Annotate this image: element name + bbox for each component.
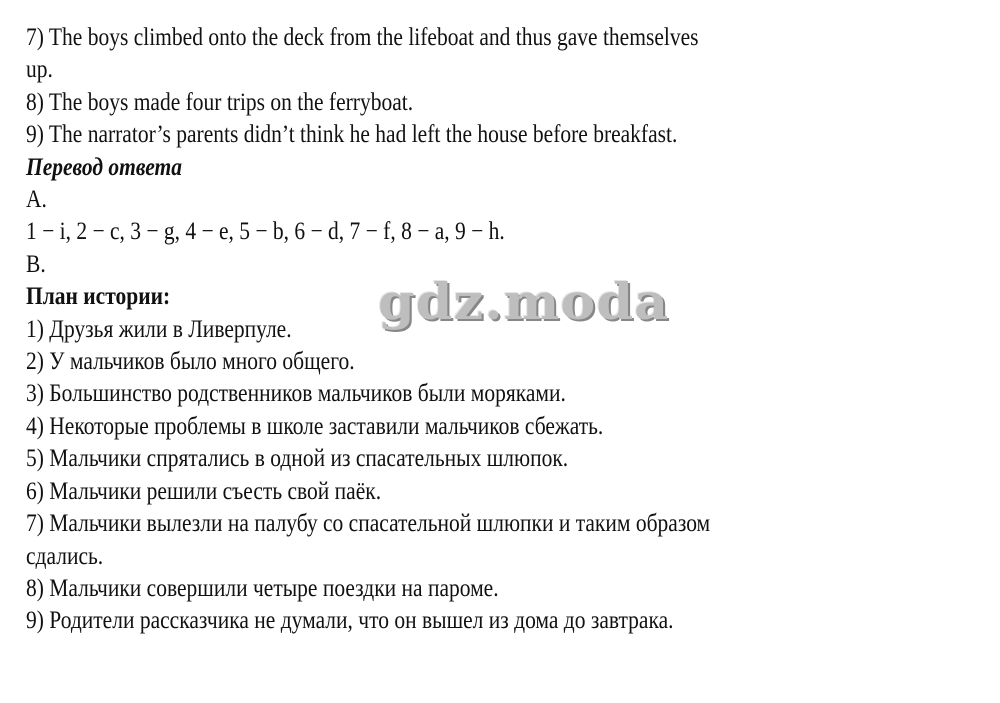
plan-item-5: 5) Мальчики спрятались в одной из спасательных шлюпок. <box>26 445 569 473</box>
section-a-label: A. <box>26 186 47 214</box>
english-statement-7-continued: up. <box>26 56 53 84</box>
plan-item-7: 7) Мальчики вылезли на палубу со спасательной шлюпки и таким образом <box>26 510 711 538</box>
plan-item-6: 6) Мальчики решили съесть свой паёк. <box>26 477 382 505</box>
plan-item-3: 3) Большинство родственников мальчиков были моряками. <box>26 380 566 408</box>
translation-heading: Перевод ответа <box>26 153 182 181</box>
plan-item-1: 1) Друзья жили в Ливерпуле. <box>26 315 292 343</box>
section-b-label: B. <box>26 250 46 278</box>
plan-item-8: 8) Мальчики совершили четыре поездки на пароме. <box>26 574 499 602</box>
plan-item-4: 4) Некоторые проблемы в школе заставили мальчиков сбежать. <box>26 412 604 440</box>
document-page <box>26 22 843 638</box>
plan-heading: План истории: <box>26 283 171 311</box>
english-statement-8: 8) The boys made four trips on the ferryboat. <box>26 88 414 116</box>
plan-item-2: 2) У мальчиков было много общего. <box>26 348 355 376</box>
english-statement-9: 9) The narrator’s parents didn’t think he had left the house before breakfast. <box>26 121 678 149</box>
watermark-logo: gdz.moda <box>378 272 670 331</box>
section-a-answers: 1 − i, 2 − c, 3 − g, 4 − e, 5 − b, 6 − d, 7 − f, 8 − a, 9 − h. <box>26 218 505 246</box>
plan-item-9: 9) Родители рассказчика не думали, что он вышел из дома до завтрака. <box>26 607 674 635</box>
plan-item-7-continued: сдались. <box>26 542 104 570</box>
english-statement-7: 7) The boys climbed onto the deck from the lifeboat and thus gave themselves <box>26 24 699 51</box>
